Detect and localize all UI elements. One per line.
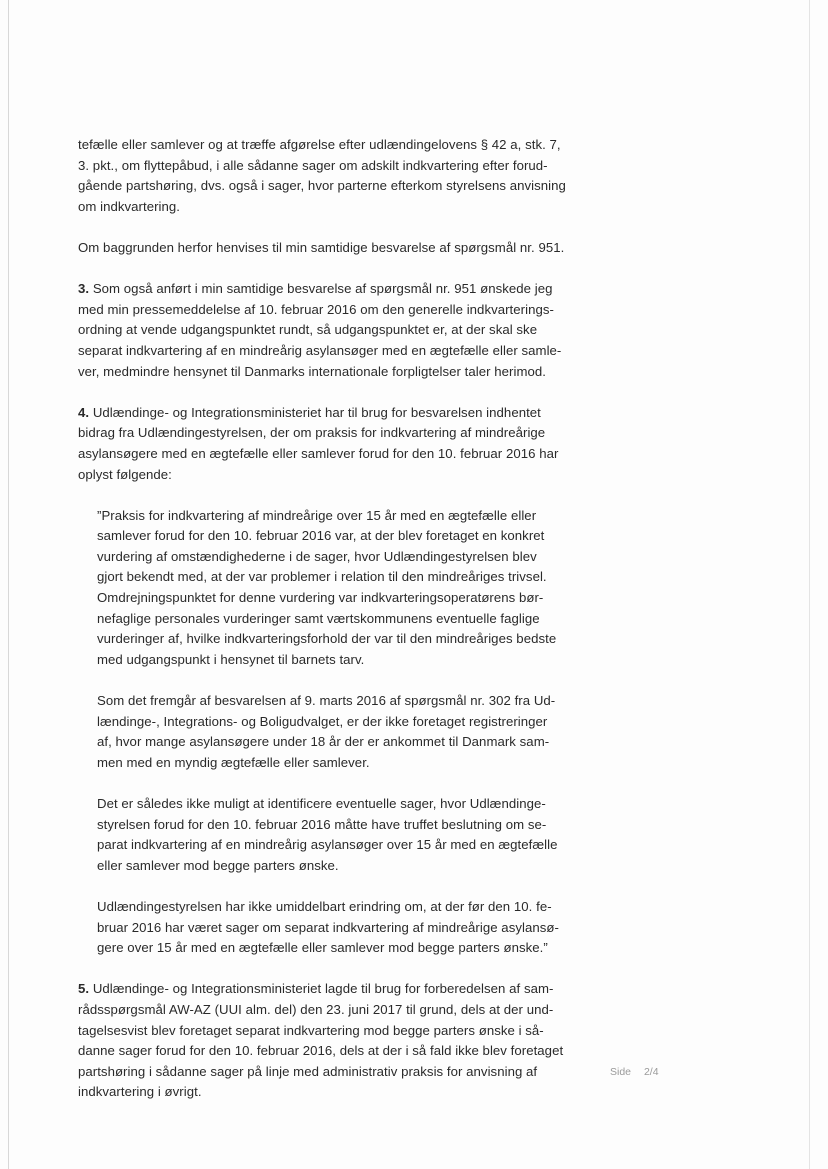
text-line: ver, medmindre hensynet til Danmarks internationale forpligtelser taler herimod. xyxy=(78,363,546,379)
text-line: rådsspørgsmål AW-AZ (UUI alm. del) den 23. juni 2017 til grund, dels at der und- xyxy=(78,1001,554,1017)
text-line: indkvartering i øvrigt. xyxy=(78,1084,202,1100)
paragraph-4 xyxy=(78,403,598,485)
text-line: bidrag fra Udlændingestyrelsen, der om praksis for indkvartering af mindreårige xyxy=(78,425,546,441)
quote-paragraph xyxy=(78,506,598,671)
text-line: Udlændingestyrelsen har ikke umiddelbart erindring om, at der før den 10. fe- xyxy=(97,898,552,914)
text-span: Udlændinge- og Integrationsministeriet har til brug for besvarelsen indhentet xyxy=(89,404,541,420)
text-line: af, hvor mange asylansøgere under 18 år der er ankommet til Danmark sam- xyxy=(97,734,550,750)
text-line: Om baggrunden herfor henvises til min samtidige besvarelse af spørgsmål nr. 951. xyxy=(78,239,565,255)
document-body xyxy=(78,135,598,1103)
text-line: gere over 15 år med en ægtefælle eller samlever mod begge parters ønske.” xyxy=(97,940,548,956)
text-line: med min pressemeddelelse af 10. februar 2016 om den generelle indkvarterings- xyxy=(78,301,554,317)
text-line: Det er således ikke muligt at identificere eventuelle sager, hvor Udlændinge- xyxy=(97,796,546,811)
paragraph-number: 3. xyxy=(78,281,90,297)
quote-paragraph xyxy=(78,794,598,876)
text-line: lændinge-, Integrations- og Boligudvalget, er der ikke foretaget registreringer xyxy=(97,713,548,729)
text-line: ”Praksis for indkvartering af mindreårige over 15 år med en ægtefælle eller xyxy=(97,507,537,523)
text-line: tagelsesvist blev foretaget separat indkvartering mod begge parters ønske i så- xyxy=(78,1022,544,1038)
text-line: samlever forud for den 10. februar 2016 var, at der blev foretaget en konkret xyxy=(97,528,545,544)
text-span: Som også anført i min samtidige besvarelse af spørgsmål nr. 951 ønskede jeg xyxy=(89,281,553,297)
quote-paragraph xyxy=(78,897,598,959)
text-line: bruar 2016 har været sager om separat indkvartering af mindreårige asylansø- xyxy=(97,919,559,935)
text-line: Som det fremgår af besvarelsen af 9. marts 2016 af spørgsmål nr. 302 fra Ud- xyxy=(97,693,556,709)
text-line: Omdrejningspunktet for denne vurdering var indkvarteringsoperatørens bør- xyxy=(97,590,544,606)
text-line: nefaglige personales vurderinger samt værtskommunens eventuelle faglige xyxy=(97,610,540,626)
text-line: separat indkvartering af en mindreårig asylansøger med en ægtefælle eller samle- xyxy=(78,342,562,358)
text-line: styrelsen forud for den 10. februar 2016 måtte have truffet beslutning om se- xyxy=(97,816,547,832)
text-line: med udgangspunkt i hensynet til barnets tarv. xyxy=(97,651,365,667)
scan-edge-left xyxy=(8,0,9,1169)
page-label: Side xyxy=(610,1066,632,1078)
text-line: eller samlever mod begge parters ønske. xyxy=(97,857,339,873)
text-line xyxy=(78,403,598,424)
text-line: oplyst følgende: xyxy=(78,466,172,482)
text-line: danne sager forud for den 10. februar 2016, dels at der i så fald ikke blev foretaget xyxy=(78,1043,564,1059)
text-line: gående partshøring, dvs. også i sager, hvor parterne efterkom styrelsens anvisning xyxy=(78,178,566,194)
text-line: gjort bekendt med, at der var problemer i relation til den mindreåriges trivsel. xyxy=(97,569,547,585)
paragraph-number: 5. xyxy=(78,981,90,997)
text-line xyxy=(78,279,598,300)
text-line: 3. pkt., om flyttepåbud, i alle sådanne sager om adskilt indkvartering efter forud- xyxy=(78,157,548,173)
page-number: 2/4 xyxy=(643,1066,659,1078)
quote-paragraph xyxy=(78,691,598,773)
text-span: Udlændinge- og Integrationsministeriet lagde til brug for forberedelsen af sam- xyxy=(89,981,554,997)
page-footer xyxy=(610,1066,659,1078)
text-line: vurderinger af, hvilke indkvarteringsforhold der var til den mindreåriges bedste xyxy=(97,631,557,647)
paragraph-number: 4. xyxy=(78,404,90,420)
text-line: asylansøgere med en ægtefælle eller samlever forud for den 10. februar 2016 har xyxy=(78,445,559,461)
text-line: men med en myndig ægtefælle eller samlever. xyxy=(97,754,370,770)
text-line: parat indkvartering af en mindreårig asylansøger over 15 år med en ægtefælle xyxy=(97,837,558,853)
text-line: partshøring i sådanne sager på linje med administrativ praksis for anvisning af xyxy=(78,1063,538,1079)
paragraph-5 xyxy=(78,979,598,1103)
text-line: om indkvartering. xyxy=(78,198,180,214)
scan-edge-right xyxy=(809,0,810,1169)
text-line xyxy=(78,979,598,1000)
block-quote xyxy=(78,506,598,959)
text-line: vurdering af omstændighederne i de sager, hvor Udlændingestyrelsen blev xyxy=(97,548,537,564)
paragraph-continuation xyxy=(78,135,598,217)
text-line: tefælle eller samlever og at træffe afgørelse efter udlændingelovens § 42 a, stk. 7, xyxy=(78,137,561,152)
text-line: ordning at vende udgangspunktet rundt, så udgangspunktet er, at der skal ske xyxy=(78,322,538,338)
paragraph-reference xyxy=(78,238,598,259)
paragraph-3 xyxy=(78,279,598,382)
